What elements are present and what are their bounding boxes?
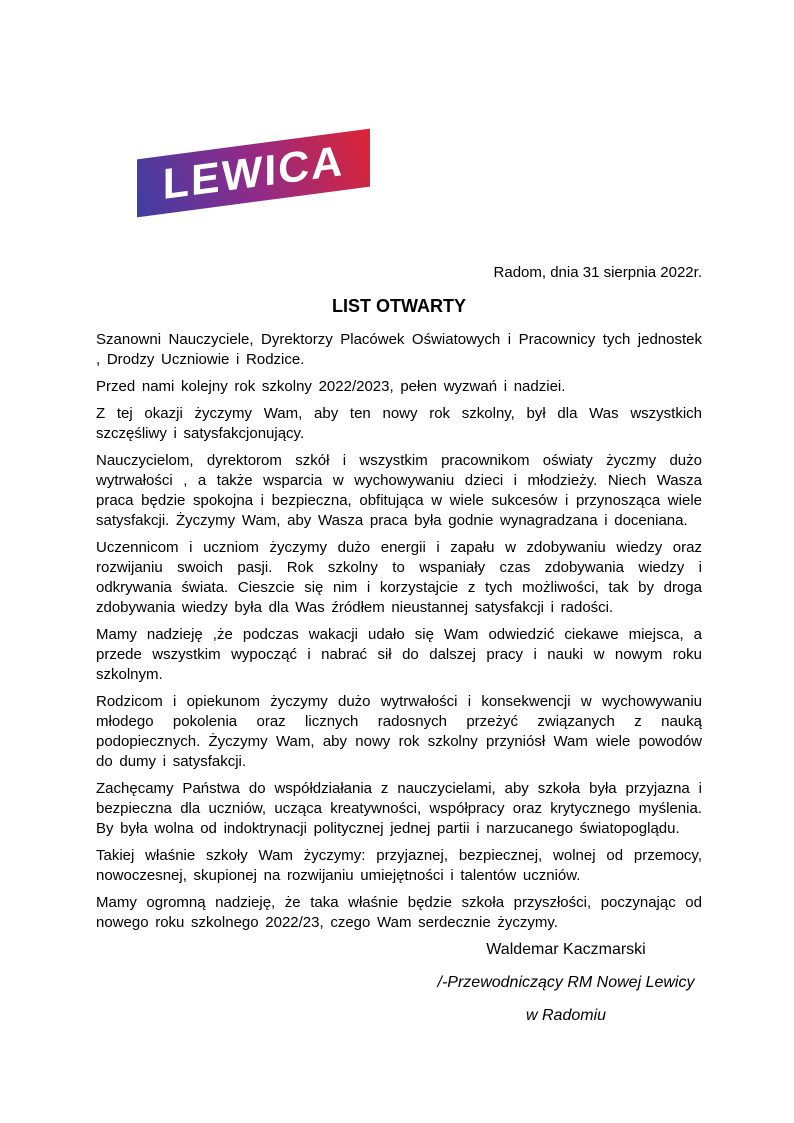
- lewica-logo: [137, 129, 370, 218]
- letter-paragraph: Przed nami kolejny rok szkolny 2022/2023, pełen wyzwań i nadziei.: [96, 378, 566, 395]
- letter-paragraph: Zachęcamy Państwa do współdziałania z nauczycielami, aby szkoła była przyjazna i bezpieczna dla uczniów, ucząca kreatywności, współpracy oraz krytycznego myślenia. By była wolna od indoktrynacji politycznej jednej partii i narzucanego światopoglądu.: [96, 780, 702, 837]
- letter-paragraph: Mamy nadzieję ,że podczas wakacji udało się Wam odwiedzić ciekawe miejsca, a przede wszystkim wypocząć i nabrać sił do dalszej pracy i nauki w nowym roku szkolnym.: [96, 626, 702, 683]
- lewica-logo-text: LEWICA: [162, 136, 345, 209]
- letter-paragraph: Takiej właśnie szkoły Wam życzymy: przyjaznej, bezpiecznej, wolnej od przemocy, nowoczesnej, skupionej na rozwijaniu umiejętności i talentów uczniów.: [96, 847, 702, 884]
- date-line: Radom, dnia 31 sierpnia 2022r.: [493, 264, 702, 281]
- letter-paragraph: Uczennicom i uczniom życzymy dużo energii i zapału w zdobywaniu wiedzy oraz rozwijaniu swoich pasji. Rok szkolny to wspaniały czas zdobywania wiedzy i odkrywania świata. Cieszcie się nim i korzystajcie z tych możliwości, tak by droga zdobywania wiedzy była dla Was źródłem nieustannej satysfakcji i radości.: [96, 539, 702, 616]
- signature-block: [430, 940, 702, 1026]
- signature-name: Waldemar Kaczmarski: [486, 941, 646, 958]
- letter-paragraph: Z tej okazji życzymy Wam, aby ten nowy rok szkolny, był dla Was wszystkich szczęśliwy i satysfakcjonujący.: [96, 405, 702, 442]
- signature-place: w Radomiu: [525, 1007, 607, 1024]
- letter-content: [96, 263, 702, 1039]
- letter-paragraph: Rodzicom i opiekunom życzymy dużo wytrwałości i konsekwencji w wychowywaniu młodego pokolenia oraz licznych radosnych przeżyć związanych z nauką podopiecznych. Życzymy Wam, aby nowy rok szkolny przyniósł Wam wiele powodów do dumy i satysfakcji.: [96, 693, 702, 770]
- letter-paragraph: Szanowni Nauczyciele, Dyrektorzy Placówek Oświatowych i Pracownicy tych jednostek , Drodzy Uczniowie i Rodzice.: [96, 331, 702, 368]
- letter-title: LIST OTWARTY: [332, 296, 466, 316]
- signature-role: /-Przewodniczący RM Nowej Lewicy: [437, 974, 695, 991]
- letter-paragraph: Mamy ogromną nadzieję, że taka właśnie będzie szkoła przyszłości, poczynając od nowego roku szkolnego 2022/23, czego Wam serdecznie życzymy.: [96, 894, 702, 931]
- letter-body: [96, 330, 702, 933]
- letter-paragraph: Nauczycielom, dyrektorom szkół i wszystkim pracownikom oświaty życzmy dużo wytrwałości , a także wsparcia w wychowywaniu dzieci i młodzieży. Niech Wasza praca będzie spokojna i bezpieczna, obfitująca w wiele sukcesów i przynosząca wiele satysfakcji. Życzymy Wam, aby Wasza praca była godnie wynagradzana i doceniana.: [96, 452, 702, 529]
